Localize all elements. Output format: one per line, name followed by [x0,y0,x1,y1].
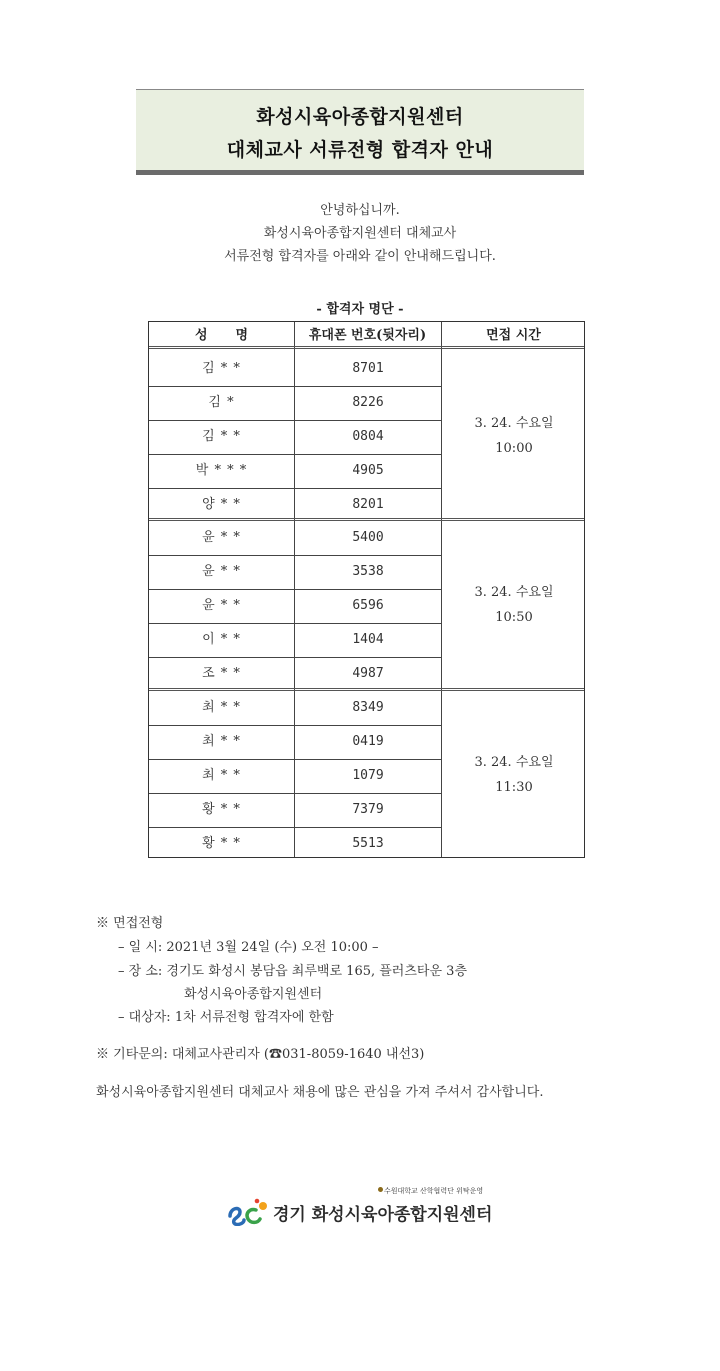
interview-date: 3. 24. 수요일 [474,416,554,431]
passer-phone: 8349 [352,700,384,715]
passer-name: 김 * * [202,429,241,444]
passer-name: 윤 * * [202,598,241,613]
table-row [149,793,441,828]
logo-title: 경기 화성시육아종합지원센터 [273,1205,493,1225]
center-logo [226,1186,496,1230]
interview-time [442,580,586,630]
notes-thanks: 화성시육아종합지원센터 대체교사 채용에 많은 관심을 가져 주셔서 감사합니다. [96,1085,544,1100]
table-row [149,691,441,726]
passer-name: 김 * * [202,361,241,376]
notes-date: – 일 시: 2021년 3월 24일 (수) 오전 10:00 – [118,940,379,955]
notes-place: – 장 소: 경기도 화성시 봉담읍 최루백로 165, 플러츠타운 3층 [118,964,468,979]
passer-name: 최 * * [202,734,241,749]
header-phone: 휴대폰 번호(뒷자리) [308,328,427,343]
table-header-row [149,322,584,349]
interview-date: 3. 24. 수요일 [474,755,554,770]
table-row [149,521,441,556]
passer-phone: 4905 [352,463,384,478]
intro-org: 화성시육아종합지원센터 대체교사 [263,226,457,241]
table-row [149,623,441,658]
passer-name: 양 * * [202,497,241,512]
passer-phone: 1404 [352,632,384,647]
header-time: 면접 시간 [486,328,541,343]
table-row [149,488,441,522]
passer-name: 윤 * * [202,530,241,545]
intro-message: 서류전형 합격자를 아래와 같이 안내해드립니다. [224,249,496,264]
passer-name: 이 * * [202,632,241,647]
table-row [149,555,441,590]
passer-phone: 8701 [352,361,384,376]
table-row [149,725,441,760]
table-row [149,454,441,489]
header-name: 성명 [194,328,277,343]
passer-name: 황 * * [202,802,241,817]
table-row [149,827,441,861]
university-emblem-icon [378,1187,383,1192]
title-banner [136,89,584,175]
interview-time [442,750,586,800]
logo-mark-icon [226,1196,272,1226]
passer-name: 조 * * [202,666,241,681]
notes-place-detail: 화성시육아종합지원센터 [184,987,323,1002]
passer-name: 황 * * [202,836,241,851]
passer-table [148,321,585,858]
passer-phone: 5400 [352,530,384,545]
passer-phone: 8201 [352,497,384,512]
notes-target: – 대상자: 1차 서류전형 합격자에 한함 [118,1010,334,1025]
notes-heading: ※ 면접전형 [96,916,164,931]
passer-name: 박 * * * [195,463,248,478]
title-org: 화성시육아종합지원센터 [256,106,464,128]
passer-phone: 3538 [352,564,384,579]
passer-name: 최 * * [202,700,241,715]
interview-hour: 11:30 [495,780,533,795]
interview-date: 3. 24. 수요일 [474,585,554,600]
passer-phone: 8226 [352,395,384,410]
notes-contact: ※ 기타문의: 대체교사관리자 (☎031-8059-1640 내선3) [96,1047,425,1062]
passer-phone: 5513 [352,836,384,851]
passer-phone: 4987 [352,666,384,681]
table-row [149,657,441,691]
passer-phone: 0419 [352,734,384,749]
table-row [149,386,441,421]
list-heading: - 합격자 명단 - [316,302,404,317]
table-row [149,759,441,794]
interview-group [149,688,584,858]
passer-phone: 1079 [352,768,384,783]
interview-hour: 10:50 [495,610,533,625]
interview-group [149,349,584,519]
passer-phone: 0804 [352,429,384,444]
interview-group [149,518,584,688]
logo-subtitle: 수원대학교 산학협력단 위탁운영 [384,1187,484,1195]
passer-phone: 6596 [352,598,384,613]
table-row [149,352,441,387]
intro-greeting: 안녕하십니까. [320,203,400,218]
table-row [149,589,441,624]
passer-name: 최 * * [202,768,241,783]
interview-hour: 10:00 [495,441,533,456]
passer-name: 김 * [208,395,235,410]
table-row [149,420,441,455]
passer-phone: 7379 [352,802,384,817]
passer-name: 윤 * * [202,564,241,579]
title-subject: 대체교사 서류전형 합격자 안내 [226,139,494,161]
interview-time [442,411,586,461]
